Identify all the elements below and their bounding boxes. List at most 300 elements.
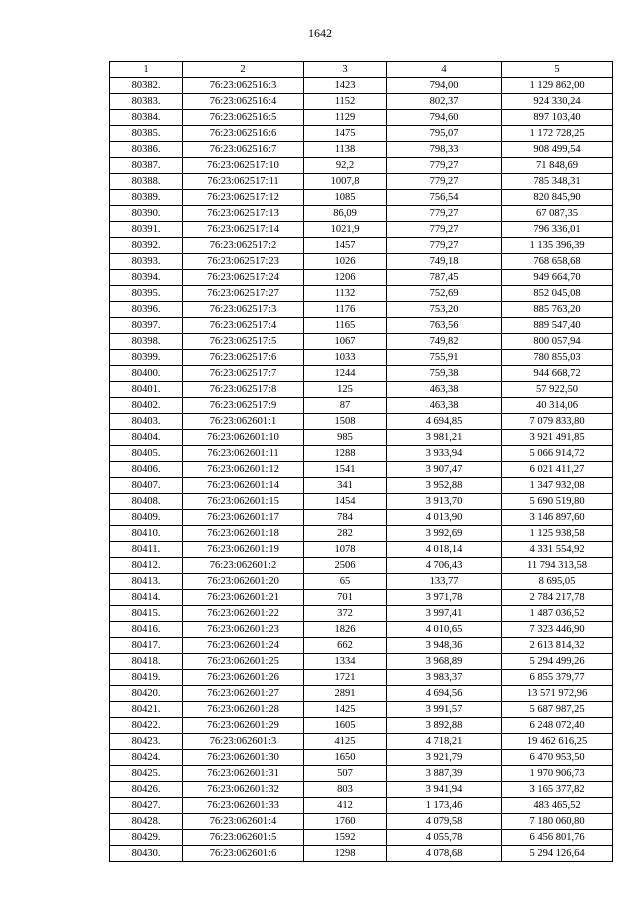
cadastral-value-cell: 6 248 072,40: [502, 718, 613, 734]
row-number-cell: 80388.: [110, 174, 183, 190]
row-number-cell: 80425.: [110, 766, 183, 782]
page-number: 1642: [308, 26, 332, 40]
specific-value-cell: 779,27: [387, 206, 502, 222]
table-row: [110, 94, 613, 110]
column-header: 4: [387, 62, 502, 78]
specific-value-cell: 3 991,57: [387, 702, 502, 718]
area-cell: 87: [304, 398, 387, 414]
cadastral-number-cell: 76:23:062601:5: [183, 830, 304, 846]
cadastral-number-cell: 76:23:062601:32: [183, 782, 304, 798]
area-cell: 1206: [304, 270, 387, 286]
table-row: [110, 526, 613, 542]
area-cell: 1067: [304, 334, 387, 350]
table-row: [110, 350, 613, 366]
table-row: [110, 142, 613, 158]
cadastral-value-cell: 796 336,01: [502, 222, 613, 238]
area-cell: 125: [304, 382, 387, 398]
area-cell: 1288: [304, 446, 387, 462]
row-number-cell: 80428.: [110, 814, 183, 830]
cadastral-value-cell: 885 763,20: [502, 302, 613, 318]
cadastral-number-cell: 76:23:062601:4: [183, 814, 304, 830]
table-row: [110, 366, 613, 382]
area-cell: 2891: [304, 686, 387, 702]
specific-value-cell: 3 981,21: [387, 430, 502, 446]
table-row: [110, 190, 613, 206]
cadastral-value-cell: 5 690 519,80: [502, 494, 613, 510]
cadastral-value-cell: 67 087,35: [502, 206, 613, 222]
row-number-cell: 80383.: [110, 94, 183, 110]
cadastral-number-cell: 76:23:062601:1: [183, 414, 304, 430]
cadastral-number-cell: 76:23:062601:27: [183, 686, 304, 702]
row-number-cell: 80398.: [110, 334, 183, 350]
area-cell: 1244: [304, 366, 387, 382]
cadastral-value-cell: 949 664,70: [502, 270, 613, 286]
header-row: [110, 62, 613, 78]
area-cell: 1457: [304, 238, 387, 254]
cadastral-value-cell: 40 314,06: [502, 398, 613, 414]
specific-value-cell: 749,82: [387, 334, 502, 350]
area-cell: 1026: [304, 254, 387, 270]
row-number-cell: 80395.: [110, 286, 183, 302]
table-row: [110, 110, 613, 126]
row-number-cell: 80386.: [110, 142, 183, 158]
cadastral-number-cell: 76:23:062601:18: [183, 526, 304, 542]
table-row: [110, 318, 613, 334]
row-number-cell: 80405.: [110, 446, 183, 462]
cadastral-number-cell: 76:23:062601:20: [183, 574, 304, 590]
specific-value-cell: 802,37: [387, 94, 502, 110]
cadastral-value-cell: 57 922,50: [502, 382, 613, 398]
specific-value-cell: 3 992,69: [387, 526, 502, 542]
area-cell: 1760: [304, 814, 387, 830]
area-cell: 92,2: [304, 158, 387, 174]
cadastral-number-cell: 76:23:062516:5: [183, 110, 304, 126]
specific-value-cell: 756,54: [387, 190, 502, 206]
cadastral-value-cell: 1 172 728,25: [502, 126, 613, 142]
cadastral-number-cell: 76:23:062601:21: [183, 590, 304, 606]
table-row: [110, 78, 613, 94]
cadastral-number-cell: 76:23:062601:33: [183, 798, 304, 814]
specific-value-cell: 4 706,43: [387, 558, 502, 574]
cadastral-value-cell: 3 165 377,82: [502, 782, 613, 798]
specific-value-cell: 749,18: [387, 254, 502, 270]
cadastral-value-cell: 1 347 932,08: [502, 478, 613, 494]
area-cell: 341: [304, 478, 387, 494]
cadastral-number-cell: 76:23:062601:19: [183, 542, 304, 558]
cadastral-value-cell: 897 103,40: [502, 110, 613, 126]
cadastral-number-cell: 76:23:062601:26: [183, 670, 304, 686]
data-table: [109, 61, 613, 862]
area-cell: 1078: [304, 542, 387, 558]
table-row: [110, 302, 613, 318]
cadastral-number-cell: 76:23:062601:24: [183, 638, 304, 654]
row-number-cell: 80420.: [110, 686, 183, 702]
area-cell: 1138: [304, 142, 387, 158]
table-row: [110, 814, 613, 830]
row-number-cell: 80422.: [110, 718, 183, 734]
cadastral-number-cell: 76:23:062517:12: [183, 190, 304, 206]
table-header: [110, 62, 613, 78]
table-row: [110, 830, 613, 846]
row-number-cell: 80404.: [110, 430, 183, 446]
area-cell: 1165: [304, 318, 387, 334]
table-row: [110, 750, 613, 766]
specific-value-cell: 779,27: [387, 238, 502, 254]
cadastral-value-cell: 852 045,08: [502, 286, 613, 302]
cadastral-number-cell: 76:23:062516:6: [183, 126, 304, 142]
row-number-cell: 80403.: [110, 414, 183, 430]
cadastral-number-cell: 76:23:062517:24: [183, 270, 304, 286]
table-row: [110, 254, 613, 270]
row-number-cell: 80421.: [110, 702, 183, 718]
cadastral-value-cell: 768 658,68: [502, 254, 613, 270]
area-cell: 1129: [304, 110, 387, 126]
cadastral-value-cell: 2 613 814,32: [502, 638, 613, 654]
specific-value-cell: 3 948,36: [387, 638, 502, 654]
cadastral-number-cell: 76:23:062516:3: [183, 78, 304, 94]
column-header: 2: [183, 62, 304, 78]
cadastral-value-cell: 11 794 313,58: [502, 558, 613, 574]
area-cell: 282: [304, 526, 387, 542]
row-number-cell: 80384.: [110, 110, 183, 126]
specific-value-cell: 3 887,39: [387, 766, 502, 782]
cadastral-number-cell: 76:23:062601:28: [183, 702, 304, 718]
cadastral-number-cell: 76:23:062517:8: [183, 382, 304, 398]
specific-value-cell: 4 079,58: [387, 814, 502, 830]
specific-value-cell: 4 010,65: [387, 622, 502, 638]
row-number-cell: 80415.: [110, 606, 183, 622]
cadastral-number-cell: 76:23:062517:14: [183, 222, 304, 238]
specific-value-cell: 3 997,41: [387, 606, 502, 622]
table-row: [110, 590, 613, 606]
cadastral-number-cell: 76:23:062517:27: [183, 286, 304, 302]
table-row: [110, 222, 613, 238]
cadastral-value-cell: 7 323 446,90: [502, 622, 613, 638]
cadastral-value-cell: 1 125 938,58: [502, 526, 613, 542]
table-row: [110, 270, 613, 286]
table-row: [110, 286, 613, 302]
table-row: [110, 702, 613, 718]
table-row: [110, 558, 613, 574]
cadastral-number-cell: 76:23:062517:5: [183, 334, 304, 350]
cadastral-value-cell: 483 465,52: [502, 798, 613, 814]
row-number-cell: 80390.: [110, 206, 183, 222]
row-number-cell: 80387.: [110, 158, 183, 174]
row-number-cell: 80391.: [110, 222, 183, 238]
cadastral-number-cell: 76:23:062516:4: [183, 94, 304, 110]
row-number-cell: 80412.: [110, 558, 183, 574]
specific-value-cell: 752,69: [387, 286, 502, 302]
specific-value-cell: 779,27: [387, 158, 502, 174]
row-number-cell: 80416.: [110, 622, 183, 638]
table-row: [110, 798, 613, 814]
table-row: [110, 382, 613, 398]
area-cell: 1334: [304, 654, 387, 670]
cadastral-number-cell: 76:23:062517:9: [183, 398, 304, 414]
cadastral-value-cell: 800 057,94: [502, 334, 613, 350]
area-cell: 507: [304, 766, 387, 782]
specific-value-cell: 4 018,14: [387, 542, 502, 558]
area-cell: 1298: [304, 846, 387, 862]
specific-value-cell: 4 694,85: [387, 414, 502, 430]
column-header: 5: [502, 62, 613, 78]
specific-value-cell: 3 933,94: [387, 446, 502, 462]
cadastral-value-cell: 5 294 499,26: [502, 654, 613, 670]
area-cell: 65: [304, 574, 387, 590]
cadastral-number-cell: 76:23:062516:7: [183, 142, 304, 158]
table-row: [110, 510, 613, 526]
row-number-cell: 80406.: [110, 462, 183, 478]
row-number-cell: 80394.: [110, 270, 183, 286]
specific-value-cell: 794,60: [387, 110, 502, 126]
cadastral-value-cell: 6 855 379,77: [502, 670, 613, 686]
specific-value-cell: 4 694,56: [387, 686, 502, 702]
cadastral-number-cell: 76:23:062601:29: [183, 718, 304, 734]
cadastral-number-cell: 76:23:062601:17: [183, 510, 304, 526]
cadastral-value-cell: 4 331 554,92: [502, 542, 613, 558]
table-row: [110, 606, 613, 622]
specific-value-cell: 755,91: [387, 350, 502, 366]
specific-value-cell: 463,38: [387, 382, 502, 398]
specific-value-cell: 753,20: [387, 302, 502, 318]
row-number-cell: 80413.: [110, 574, 183, 590]
table-body: [110, 78, 613, 862]
cadastral-value-cell: 5 294 126,64: [502, 846, 613, 862]
cadastral-value-cell: 924 330,24: [502, 94, 613, 110]
row-number-cell: 80423.: [110, 734, 183, 750]
table-row: [110, 574, 613, 590]
cadastral-number-cell: 76:23:062517:4: [183, 318, 304, 334]
row-number-cell: 80410.: [110, 526, 183, 542]
cadastral-number-cell: 76:23:062517:6: [183, 350, 304, 366]
cadastral-number-cell: 76:23:062601:25: [183, 654, 304, 670]
area-cell: 1176: [304, 302, 387, 318]
cadastral-number-cell: 76:23:062517:10: [183, 158, 304, 174]
cadastral-number-cell: 76:23:062601:30: [183, 750, 304, 766]
specific-value-cell: 1 173,46: [387, 798, 502, 814]
area-cell: 1650: [304, 750, 387, 766]
cadastral-number-cell: 76:23:062601:15: [183, 494, 304, 510]
row-number-cell: 80414.: [110, 590, 183, 606]
row-number-cell: 80396.: [110, 302, 183, 318]
specific-value-cell: 3 952,88: [387, 478, 502, 494]
area-cell: 701: [304, 590, 387, 606]
row-number-cell: 80429.: [110, 830, 183, 846]
area-cell: 1475: [304, 126, 387, 142]
area-cell: 1132: [304, 286, 387, 302]
table-row: [110, 158, 613, 174]
area-cell: 662: [304, 638, 387, 654]
row-number-cell: 80401.: [110, 382, 183, 398]
cadastral-number-cell: 76:23:062601:22: [183, 606, 304, 622]
column-header: 3: [304, 62, 387, 78]
table-row: [110, 718, 613, 734]
specific-value-cell: 3 968,89: [387, 654, 502, 670]
cadastral-number-cell: 76:23:062601:2: [183, 558, 304, 574]
specific-value-cell: 779,27: [387, 174, 502, 190]
cadastral-number-cell: 76:23:062601:12: [183, 462, 304, 478]
specific-value-cell: 4 718,21: [387, 734, 502, 750]
table-row: [110, 238, 613, 254]
row-number-cell: 80424.: [110, 750, 183, 766]
table-row: [110, 174, 613, 190]
row-number-cell: 80407.: [110, 478, 183, 494]
table-row: [110, 670, 613, 686]
row-number-cell: 80392.: [110, 238, 183, 254]
table-row: [110, 622, 613, 638]
row-number-cell: 80409.: [110, 510, 183, 526]
cadastral-number-cell: 76:23:062517:23: [183, 254, 304, 270]
cadastral-value-cell: 3 146 897,60: [502, 510, 613, 526]
table-row: [110, 686, 613, 702]
cadastral-number-cell: 76:23:062601:14: [183, 478, 304, 494]
cadastral-value-cell: 1 135 396,39: [502, 238, 613, 254]
specific-value-cell: 3 941,94: [387, 782, 502, 798]
table-row: [110, 206, 613, 222]
cadastral-number-cell: 76:23:062601:11: [183, 446, 304, 462]
table-row: [110, 446, 613, 462]
table-row: [110, 494, 613, 510]
cadastral-value-cell: 944 668,72: [502, 366, 613, 382]
cadastral-number-cell: 76:23:062601:10: [183, 430, 304, 446]
cadastral-number-cell: 76:23:062517:3: [183, 302, 304, 318]
cadastral-number-cell: 76:23:062517:2: [183, 238, 304, 254]
specific-value-cell: 4 055,78: [387, 830, 502, 846]
table-row: [110, 542, 613, 558]
area-cell: 1085: [304, 190, 387, 206]
specific-value-cell: 779,27: [387, 222, 502, 238]
table-row: [110, 430, 613, 446]
column-header: 1: [110, 62, 183, 78]
cadastral-value-cell: 785 348,31: [502, 174, 613, 190]
row-number-cell: 80426.: [110, 782, 183, 798]
area-cell: 86,09: [304, 206, 387, 222]
table-row: [110, 462, 613, 478]
table-row: [110, 638, 613, 654]
area-cell: 1541: [304, 462, 387, 478]
row-number-cell: 80418.: [110, 654, 183, 670]
cadastral-value-cell: 908 499,54: [502, 142, 613, 158]
specific-value-cell: 3 913,70: [387, 494, 502, 510]
area-cell: 1721: [304, 670, 387, 686]
cadastral-number-cell: 76:23:062601:23: [183, 622, 304, 638]
area-cell: 1454: [304, 494, 387, 510]
area-cell: 412: [304, 798, 387, 814]
area-cell: 1021,9: [304, 222, 387, 238]
cadastral-value-cell: 7 180 060,80: [502, 814, 613, 830]
cadastral-number-cell: 76:23:062601:3: [183, 734, 304, 750]
row-number-cell: 80402.: [110, 398, 183, 414]
cadastral-value-cell: 780 855,03: [502, 350, 613, 366]
row-number-cell: 80419.: [110, 670, 183, 686]
cadastral-value-cell: 820 845,90: [502, 190, 613, 206]
area-cell: 985: [304, 430, 387, 446]
specific-value-cell: 794,00: [387, 78, 502, 94]
table-row: [110, 846, 613, 862]
area-cell: 4125: [304, 734, 387, 750]
specific-value-cell: 3 971,78: [387, 590, 502, 606]
area-cell: 1425: [304, 702, 387, 718]
row-number-cell: 80397.: [110, 318, 183, 334]
cadastral-value-cell: 1 970 906,73: [502, 766, 613, 782]
cadastral-value-cell: 5 687 987,25: [502, 702, 613, 718]
area-cell: 1423: [304, 78, 387, 94]
specific-value-cell: 3 921,79: [387, 750, 502, 766]
specific-value-cell: 798,33: [387, 142, 502, 158]
specific-value-cell: 3 892,88: [387, 718, 502, 734]
cadastral-value-cell: 2 784 217,78: [502, 590, 613, 606]
cadastral-number-cell: 76:23:062517:11: [183, 174, 304, 190]
area-cell: 1826: [304, 622, 387, 638]
table-row: [110, 414, 613, 430]
cadastral-value-cell: 6 456 801,76: [502, 830, 613, 846]
cadastral-value-cell: 1 487 036,52: [502, 606, 613, 622]
specific-value-cell: 763,56: [387, 318, 502, 334]
row-number-cell: 80400.: [110, 366, 183, 382]
area-cell: 1508: [304, 414, 387, 430]
area-cell: 803: [304, 782, 387, 798]
table-row: [110, 654, 613, 670]
row-number-cell: 80411.: [110, 542, 183, 558]
cadastral-value-cell: 8 695,05: [502, 574, 613, 590]
specific-value-cell: 759,38: [387, 366, 502, 382]
specific-value-cell: 787,45: [387, 270, 502, 286]
table-row: [110, 734, 613, 750]
table-row: [110, 334, 613, 350]
area-cell: 1007,8: [304, 174, 387, 190]
row-number-cell: 80389.: [110, 190, 183, 206]
cadastral-number-cell: 76:23:062601:6: [183, 846, 304, 862]
specific-value-cell: 4 078,68: [387, 846, 502, 862]
area-cell: 372: [304, 606, 387, 622]
cadastral-value-cell: 7 079 833,80: [502, 414, 613, 430]
table-row: [110, 398, 613, 414]
specific-value-cell: 463,38: [387, 398, 502, 414]
area-cell: 2506: [304, 558, 387, 574]
specific-value-cell: 133,77: [387, 574, 502, 590]
specific-value-cell: 795,07: [387, 126, 502, 142]
area-cell: 1592: [304, 830, 387, 846]
area-cell: 784: [304, 510, 387, 526]
cadastral-number-cell: 76:23:062517:13: [183, 206, 304, 222]
cadastral-value-cell: 13 571 972,96: [502, 686, 613, 702]
cadastral-number-cell: 76:23:062601:31: [183, 766, 304, 782]
cadastral-value-cell: 3 921 491,85: [502, 430, 613, 446]
area-cell: 1605: [304, 718, 387, 734]
specific-value-cell: 3 983,37: [387, 670, 502, 686]
row-number-cell: 80393.: [110, 254, 183, 270]
table-row: [110, 126, 613, 142]
table-row: [110, 782, 613, 798]
row-number-cell: 80427.: [110, 798, 183, 814]
cadastral-value-cell: 889 547,40: [502, 318, 613, 334]
specific-value-cell: 4 013,90: [387, 510, 502, 526]
cadastral-value-cell: 5 066 914,72: [502, 446, 613, 462]
cadastral-value-cell: 19 462 616,25: [502, 734, 613, 750]
cadastral-number-cell: 76:23:062517:7: [183, 366, 304, 382]
row-number-cell: 80430.: [110, 846, 183, 862]
area-cell: 1033: [304, 350, 387, 366]
cadastral-value-cell: 6 021 411,27: [502, 462, 613, 478]
cadastral-value-cell: 1 129 862,00: [502, 78, 613, 94]
row-number-cell: 80385.: [110, 126, 183, 142]
table-row: [110, 766, 613, 782]
table-row: [110, 478, 613, 494]
specific-value-cell: 3 907,47: [387, 462, 502, 478]
cadastral-value-cell: 71 848,69: [502, 158, 613, 174]
area-cell: 1152: [304, 94, 387, 110]
cadastral-value-cell: 6 470 953,50: [502, 750, 613, 766]
